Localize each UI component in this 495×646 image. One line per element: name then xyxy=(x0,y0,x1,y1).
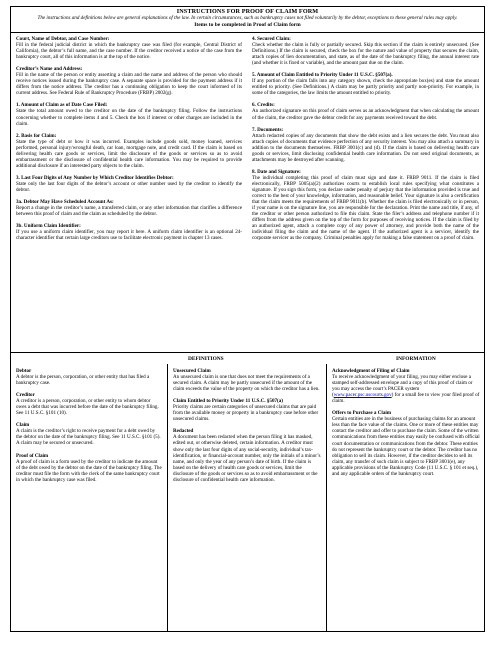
definition-item xyxy=(16,453,162,483)
definitions-heading: DEFINITIONS xyxy=(188,356,224,362)
instruction-body: If you use a uniform claim identifier, you may report it here. A uniform claim identifier is an optional 24-character identifier that certain large creditors use to facilitate electronic payment in chapter 13 cases. xyxy=(16,229,242,242)
instruction-heading: 1. Amount of Claim as of Date Case Filed: xyxy=(16,102,108,109)
definition-term: Redacted xyxy=(173,428,194,435)
instruction-item xyxy=(16,66,242,96)
definition-text: A claim is the creditor’s right to receive payment for a debt owed by the debtor on the date of the bankruptcy filing. See 11 U.S.C. §101 (5). A claim may be secured or unsecured. xyxy=(16,428,161,447)
instruction-body: State only the last four digits of the debtor’s account or other number used by the creditor to identify the debtor. xyxy=(16,180,242,193)
definition-item xyxy=(173,428,321,482)
definition-text: A document has been redacted when the person filing it has masked, edited out, or otherwise deleted, certain information. A creditor must show only the last four digits of any social-security, individual’s tax-identification, or financial-account number, only the initials of a minor’s name, and only the year of any person’s date of birth. If the claim is based on the delivery of health care goods or services, limit the disclosure of the goods or services so as to avoid embarrassment or the disclosure of confidential health care information. xyxy=(173,434,321,483)
definition-item xyxy=(16,392,162,416)
instruction-heading: 6. Credits: xyxy=(252,102,275,109)
information-heading: INFORMATION xyxy=(396,356,436,362)
definition-item xyxy=(16,422,162,446)
definitions-col-2 xyxy=(173,368,321,489)
definition-term: Proof of Claim xyxy=(16,452,49,459)
instruction-item xyxy=(252,72,479,96)
instruction-item xyxy=(252,127,479,163)
instruction-heading: 5. Amount of Claim Entitled to Priority Under 11 U.S.C. §507(a). xyxy=(252,72,393,79)
header-divider xyxy=(10,32,485,33)
instruction-body: Report a change in the creditor’s name, a transferred claim, or any other information that clarifies a difference between this proof of claim and the claim as scheduled by the debtor. xyxy=(16,205,242,218)
instruction-heading: 4. Secured Claim: xyxy=(252,36,291,42)
instruction-heading: 3a. Debtor May Have Scheduled Account As: xyxy=(16,199,114,206)
column-divider xyxy=(167,364,168,632)
definition-text: A debtor is the person, corporation, or other entity that has filed a bankruptcy case. xyxy=(16,374,150,387)
header xyxy=(10,6,485,28)
definition-term: Claim Entitled to Priority Under 11 U.S.C. §507(a) xyxy=(173,398,283,405)
info-heading: Offers to Purchase a Claim xyxy=(332,410,392,417)
definition-term: Creditor xyxy=(16,392,35,399)
section-divider xyxy=(10,352,485,353)
instruction-item xyxy=(252,169,479,242)
pacer-link[interactable]: www.pacer.psc.uscourts.gov xyxy=(333,392,392,399)
info-heading: Acknowledgment of Filing of Claim xyxy=(332,368,410,374)
definition-item xyxy=(173,368,321,392)
intro-text: The instructions and definitions below are general explanations of the law. In certain circumstances, such as bankruptcy cases not filed voluntarily by the debtor, exceptions to these general rules may apply. xyxy=(37,15,458,21)
instruction-body: State the type of debt or how it was incurred. Examples include goods sold, money loaned, services performed, personal injury/wrongful death, car loan, mortgage note, and credit card. If the claim is based on delivering health care goods or services, limit the disclosure of the goods or services so as to avoid embarrassment or the disclosure of confidential health care information. You may be required to provide additional disclosure if an interested party objects to the claim. xyxy=(16,138,242,169)
information-col xyxy=(332,368,480,483)
right-instructions xyxy=(252,36,479,247)
instruction-heading: 3b. Uniform Claim Identifier: xyxy=(16,223,81,230)
instruction-body: An authorized signature on this proof of claim serves as an acknowledgment that when calculating the amount of the claim, the creditor gave the debtor credit for any payments received toward the debt. xyxy=(252,108,479,121)
instruction-heading: 2. Basis for Claim: xyxy=(16,132,57,139)
definition-text: A proof of claim is a form used by the creditor to indicate the amount of the debt owed by the debtor on the date of the bankruptcy filing. The creditor must file the form with the clerk of the same bankruptcy court in which the bankruptcy case was filed. xyxy=(16,458,162,483)
instruction-body: The individual completing this proof of claim must sign and date it. FRBP 9011. If the claim is filed electronically, FRBP 5005(a)(2) authorizes courts to establish local rules specifying what constitutes a signature. If you sign this form, you declare under penalty of perjury that the information provided is true and correct to the best of your knowledge, information, and reasonable belief. Your signature is also a certification that the claim meets the requirements of FRBP 9011(b). Whether the claim is filed electronically or in person, if your name is on the signature line, you are responsible for the declaration. Print the name and title, if any, of the creditor or other person authorized to file this claim. State the filer’s address and telephone number if it differs from the address given on the top of the form for purposes of receiving notices. If the claim is filed by an authorized agent, attach a complete copy of any power of attorney, and provide both the name of the individual filing the claim and the name of the agent. If the authorized agent is a servicer, identify the corporate servicer as the company. Criminal penalties apply for making a false statement on a proof of claim. xyxy=(252,174,479,242)
instruction-heading: 7. Documents: xyxy=(252,126,284,133)
subtitle: Items to be completed in Proof of Claim form xyxy=(194,22,301,29)
definition-term: Claim xyxy=(16,422,30,429)
instruction-item xyxy=(16,133,242,169)
info-text: ) for a small fee to view your filed proof of claim. xyxy=(332,392,480,405)
info-text: To receive acknowledgment of your filing, you may either enclose a stamped self-addressed envelope and a copy of this proof of claim or you may access the court’s PACER system ( xyxy=(332,374,473,399)
definition-item xyxy=(173,398,321,422)
definition-text: Priority claims are certain categories of unsecured claims that are paid from the available money or property in a bankruptcy case before other unsecured claims. xyxy=(173,404,319,423)
instruction-body: Attach redacted copies of any documents that show the debt exists and a lien secures the debt. You must also attach copies of documents that evidence perfection of any security interest. You may also attach a summary in addition to the documents themselves. FRBP 3001(c) and (d). If the claim is based on delivering health care goods or services, limit disclosing confidential health care information. Do not send original documents, as attachments may be destroyed after scanning. xyxy=(252,132,479,163)
instruction-body: Check whether the claim is fully or partially secured. Skip this section if the claim is entirely unsecured. (See Definitions.) If the claim is secured, check the box for the nature and value of property that secures the claim, attach copies of lien documentation, and state, as of the date of the bankruptcy filing, the annual interest rate (and whether it is fixed or variable), and the amount past due on the claim. xyxy=(252,42,479,67)
instruction-body: If any portion of the claim falls into any category shown, check the appropriate box(es) and state the amount entitled to priority. (See Definitions.) A claim may be partly priority and partly non-priority. For example, in some of the categories, the law limits the amount entitled to priority. xyxy=(252,78,479,97)
instruction-item xyxy=(252,36,479,66)
definition-item xyxy=(16,368,162,386)
info-item xyxy=(332,368,480,404)
definition-term: Unsecured Claim xyxy=(173,368,211,374)
instruction-item xyxy=(16,36,242,60)
instruction-heading: Court, Name of Debtor, and Case Number: xyxy=(16,36,110,42)
instruction-item xyxy=(16,175,242,193)
instruction-body: Fill in the federal judicial district in which the bankruptcy case was filed (for example, Central District of California), the debtor’s full name, and the case number. If the creditor received a notice of the case from the bankruptcy court, all of this information is at the top of the notice. xyxy=(16,42,242,61)
definition-text: A creditor is a person, corporation, or other entity to whom debtor owes a debt that was incurred before the date of the bankruptcy filing. See 11 U.S.C. §101 (10). xyxy=(16,398,159,417)
info-item xyxy=(332,410,480,477)
instruction-item xyxy=(16,102,242,126)
definitions-col-1 xyxy=(16,368,162,489)
instruction-heading: 3. Last Four Digits of Any Number by Which Creditor Identifies Debtor: xyxy=(16,174,174,181)
instruction-body: State the total amount owed to the creditor on the date of the bankruptcy filing. Follow the instructions concerning whether to complete items 4 and 5. Check the box if interest or other charges are included in the claim. xyxy=(16,108,242,127)
instruction-item xyxy=(16,223,242,241)
instruction-heading: 8. Date and Signature: xyxy=(252,168,301,175)
instruction-item xyxy=(16,199,242,217)
instruction-heading: Creditor’s Name and Address: xyxy=(16,66,83,73)
definition-term: Debtor xyxy=(16,368,32,374)
instructions-page xyxy=(10,6,485,632)
left-instructions xyxy=(16,36,242,247)
definition-text: An unsecured claim is one that does not meet the requirements of a secured claim. A claim may be partly unsecured if the amount of the claim exceeds the value of the property on which the creditor has a lien. xyxy=(173,374,320,393)
instruction-body: Fill in the name of the person or entity asserting a claim and the name and address of the person who should receive notices issued during the bankruptcy case. A separate space is provided for the payment address if it differs from the notice address. The creditor has a continuing obligation to keep the court informed of its current address. See Federal Rule of Bankruptcy Procedure (FRBP) 2002(g). xyxy=(16,72,242,97)
instruction-item xyxy=(252,102,479,120)
page-title: INSTRUCTIONS FOR PROOF OF CLAIM FORM xyxy=(176,8,319,15)
info-text: Certain entities are in the business of purchasing claims for an amount less than the face value of the claims. One or more of these entities may contact the creditor and offer to purchase the claim. Some of the written communications from these entities may easily be confused with official court documentation or communications from the debtor. These entities do not represent the bankruptcy court or the debtor. The creditor has no obligation to sell its claim. However, if the creditor decides to sell its claim, any transfer of such claim is subject to FRBP 3001(e), any applicable provisions of the Bankruptcy Code (11 U.S.C. § 101 et seq.), and any applicable orders of the bankruptcy court. xyxy=(332,416,480,477)
column-divider xyxy=(326,364,327,632)
